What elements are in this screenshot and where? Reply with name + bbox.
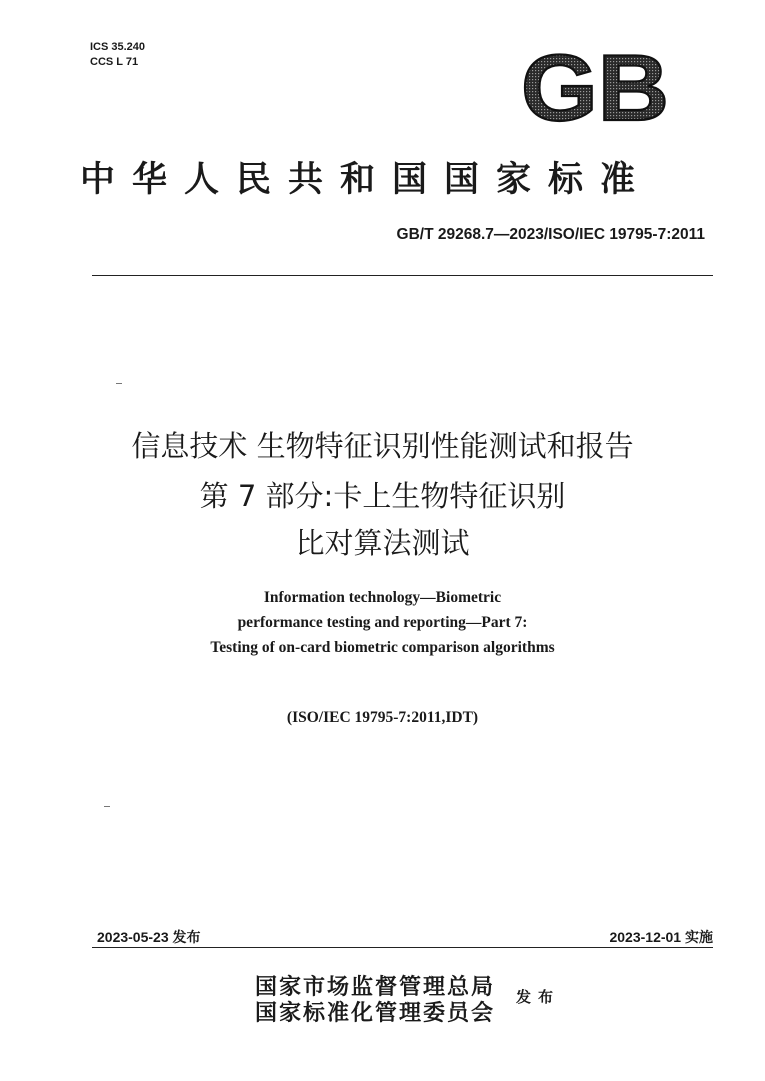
standard-number: GB/T 29268.7—2023/ISO/IEC 19795-7:2011 — [396, 226, 705, 243]
scan-speck — [104, 806, 110, 807]
title-en-line1: Information technology—Biometric — [263, 589, 502, 606]
title-cn-line3: 比对算法测试 — [295, 526, 470, 560]
ccs-code: CCS L 71 — [90, 56, 139, 68]
national-standard-title: 中华人民共和国国家标准 — [80, 159, 653, 200]
title-en-line2: performance testing and reporting—Part 7: — [237, 614, 528, 631]
title-cn-line1: 信息技术 生物特征识别性能测试和报告 — [131, 429, 634, 463]
scan-speck — [116, 383, 122, 384]
gb-logo — [520, 46, 670, 128]
gb-logo-text: GB — [521, 46, 669, 128]
footer-divider — [92, 947, 713, 948]
title-cn-line2: 第 7 部分:卡上生物特征识别 — [199, 479, 566, 513]
issuer-sac: 国家标准化管理委员会 — [255, 1000, 496, 1026]
title-en-line3: Testing of on-card biometric comparison algorithms — [210, 639, 555, 656]
publish-label: 发布 — [516, 988, 561, 1006]
header-divider — [92, 275, 713, 276]
iso-reference: (ISO/IEC 19795-7:2011,IDT) — [286, 709, 479, 726]
ics-code: ICS 35.240 — [90, 41, 146, 53]
issue-date: 2023-05-23 发布 — [97, 929, 201, 945]
classification-codes — [90, 40, 145, 70]
effective-date: 2023-12-01 实施 — [609, 929, 713, 945]
issuer-samr: 国家市场监督管理总局 — [255, 974, 496, 1000]
